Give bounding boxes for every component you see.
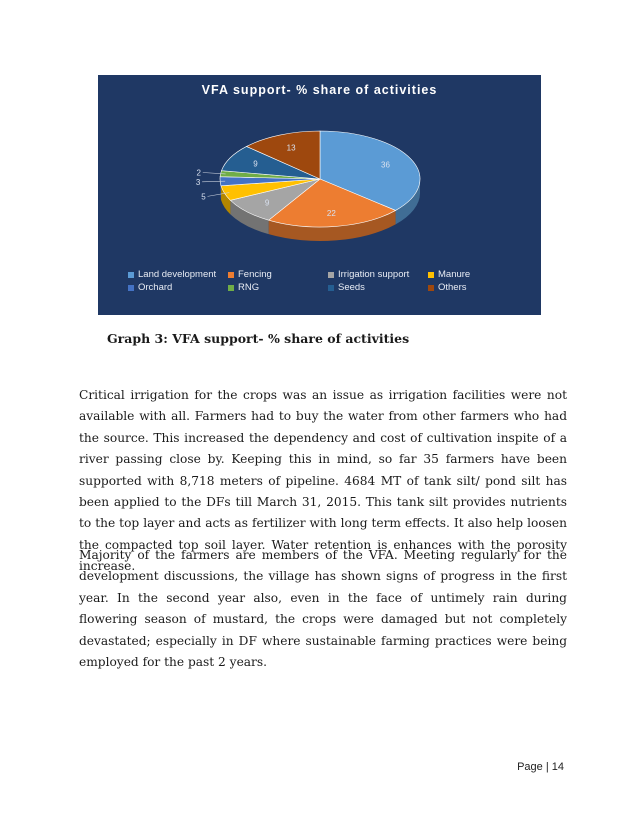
legend-item-manure (428, 269, 528, 280)
data-label-fencing: 22 (326, 209, 336, 219)
legend-item-orchard (128, 282, 228, 293)
data-label-orchard: 3 (195, 177, 201, 187)
legend-swatch (228, 272, 234, 278)
legend-item-seeds (328, 282, 428, 293)
legend-label: Irrigation support (338, 269, 410, 280)
legend-swatch (228, 285, 234, 291)
legend-swatch (428, 272, 434, 278)
pie-chart (98, 75, 541, 315)
legend-item-land-development (128, 269, 228, 280)
legend-item-fencing (228, 269, 328, 280)
legend-label: Fencing (238, 269, 272, 280)
legend-label: Land development (138, 269, 217, 280)
legend-item-others (428, 282, 528, 293)
legend-swatch (428, 285, 434, 291)
legend-label: Seeds (338, 282, 365, 293)
legend-label: Manure (438, 269, 471, 280)
chart-legend (128, 269, 528, 293)
data-label-irrigation-support: 9 (264, 198, 270, 208)
paragraph-irrigation: Critical irrigation for the crops was an issue as irrigation facilities were not available with all. Farmers had to buy the water from other farmers who had the source. This increased the dependency and cost of cultivation inspite of a river passing close by. Keeping this in mind, so far 35 farmers have been supported with 8,718 meters of pipeline. 4684 MT of tank silt/ pond silt has been applied to the DFs till March 31, 2015. This tank silt provides nutrients to the top layer and acts as fertilizer with long term effects. It also help loosen the compacted top soil layer. Water retention is enhances with the porosity increase. (79, 388, 567, 574)
legend-swatch (328, 272, 334, 278)
legend-swatch (128, 272, 134, 278)
data-label-others: 13 (286, 143, 296, 153)
chart-title: VFA support- % share of activities (201, 83, 438, 97)
graph-caption: Graph 3: VFA support- % share of activities (107, 331, 410, 346)
data-label-land-development: 36 (381, 160, 390, 170)
legend-item-irrigation-support (328, 269, 428, 280)
legend-item-rng (228, 282, 328, 293)
legend-swatch (328, 285, 334, 291)
data-label-seeds: 9 (253, 159, 258, 169)
data-label-manure: 5 (201, 192, 206, 202)
legend-label: RNG (238, 282, 260, 293)
page-number: Page | 14 (517, 761, 564, 773)
paragraph-vfa-members: Majority of the farmers are members of the VFA. Meeting regularly for the development discussions, the village has shown signs of progress in the first year. In the second year also, even in the face of untimely rain during flowering season of mustard, the crops were damaged but not completely devastated; especially in DF where sustainable farming practices were being employed for the past 2 years. (79, 548, 567, 670)
legend-swatch (128, 285, 134, 291)
data-label-rng: 2 (196, 168, 201, 178)
legend-label: Others (438, 282, 467, 293)
legend-label: Orchard (138, 282, 173, 293)
